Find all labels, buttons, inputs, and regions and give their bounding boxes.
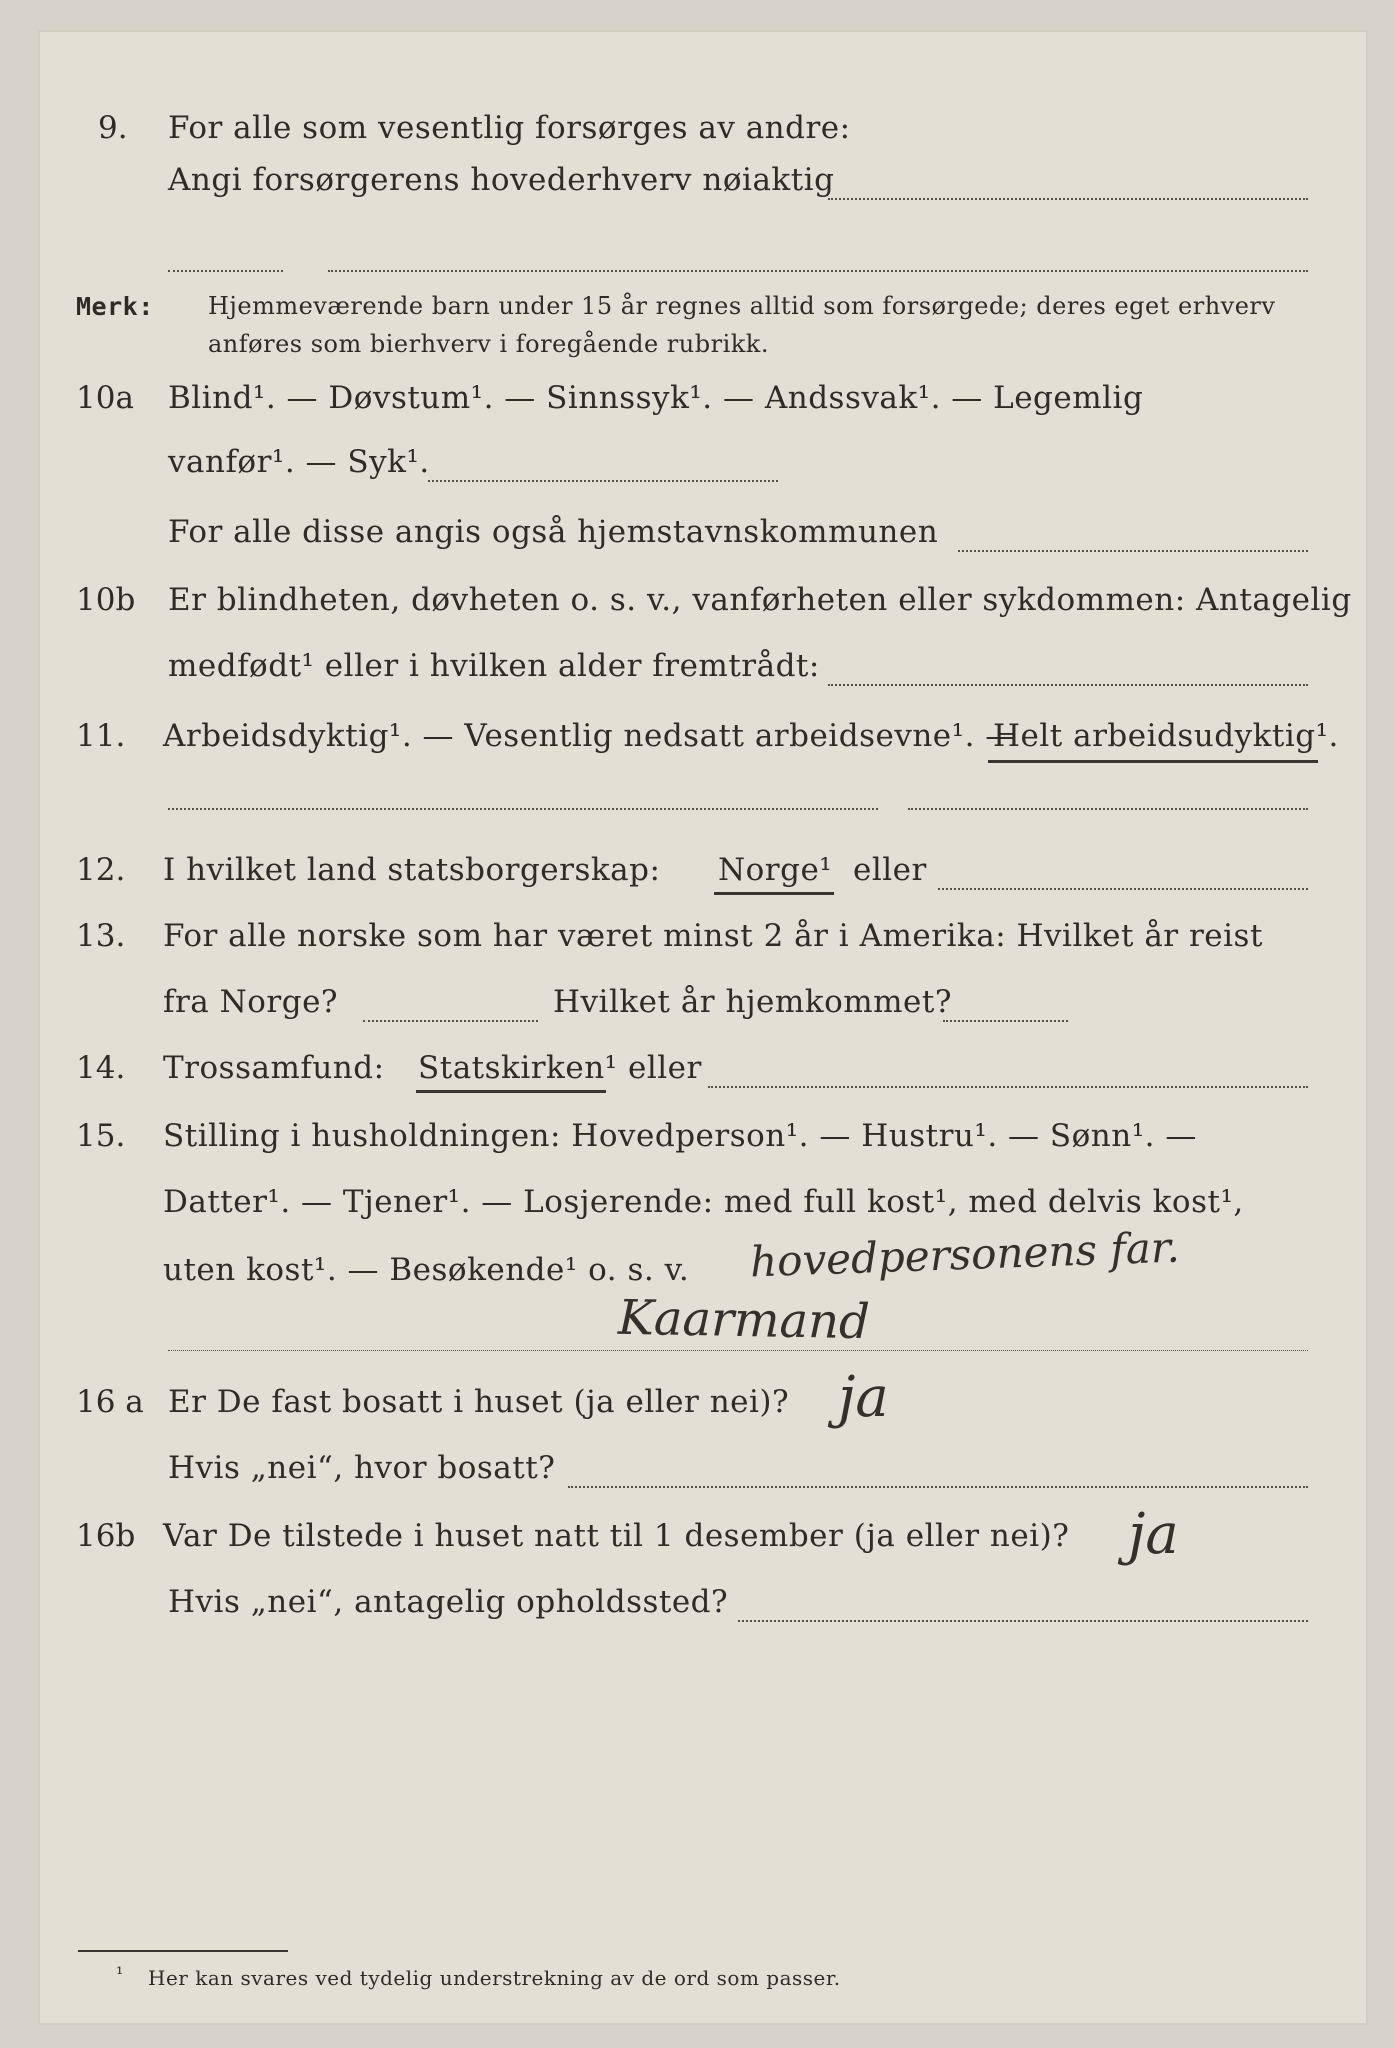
q16b-line1: Var De tilstede i huset natt til 1 desember (ja eller nei)? — [163, 1518, 1070, 1554]
q12-marked-option: Norge¹ — [718, 852, 833, 888]
q14-answer-line — [708, 1086, 1308, 1088]
q12-answer-line — [938, 888, 1308, 890]
q12-line1: I hvilket land statsborgerskap: — [163, 852, 661, 888]
q15-answer-line — [168, 1350, 1308, 1351]
q11-marked-option: Helt arbeidsudyktig¹. — [993, 718, 1339, 754]
q13-line2b: Hvilket år hjemkommet? — [553, 984, 952, 1020]
footnote-text: Her kan svares ved tydelig understrekning av de ord som passer. — [148, 1966, 841, 1990]
q16a-answer-line — [568, 1486, 1308, 1488]
q15-line3: uten kost¹. — Besøkende¹ o. s. v. — [163, 1252, 690, 1288]
q16a-number: 16 a — [76, 1384, 144, 1420]
q16a-handwritten-answer: ja — [838, 1365, 889, 1430]
q11-line-2b — [908, 808, 1308, 810]
q12-tail: eller — [853, 852, 927, 888]
q15-line2: Datter¹. — Tjener¹. — Losjerende: med full kost¹, med delvis kost¹, — [163, 1184, 1244, 1220]
q13-line2a: fra Norge? — [163, 984, 339, 1020]
q14-underline-mark — [416, 1090, 606, 1093]
q10a-line1: Blind¹. — Døvstum¹. — Sinnssyk¹. — Andssvak¹. — Legemlig — [168, 380, 1144, 416]
q10b-answer-line — [828, 684, 1308, 686]
q15-handwritten-answer-1: hovedpersonens far. — [749, 1222, 1181, 1287]
q16a-line1: Er De fast bosatt i huset (ja eller nei)? — [168, 1384, 790, 1420]
q9-answer-line-2a — [168, 270, 283, 272]
q11-underline-mark — [988, 760, 1318, 763]
q12-underline-mark — [714, 892, 834, 895]
q15-handwritten-answer-2: Kaarmand — [617, 1289, 871, 1351]
q9-answer-line — [828, 198, 1308, 200]
q15-number: 15. — [76, 1118, 126, 1154]
q14-tail: eller — [628, 1050, 702, 1086]
q9-line1: For alle som vesentlig forsørges av andre: — [168, 110, 851, 146]
q10a-number: 10a — [76, 380, 134, 416]
merk-line2: anføres som bierhverv i foregående rubrikk. — [208, 330, 769, 358]
q9-line2: Angi forsørgerens hovederhverv nøiaktig — [168, 162, 835, 198]
q10b-line1: Er blindheten, døvheten o. s. v., vanførheten eller sykdommen: Antagelig — [168, 582, 1352, 618]
q16a-line2: Hvis „nei“, hvor bosatt? — [168, 1450, 556, 1486]
q10b-number: 10b — [76, 582, 136, 618]
q15-line1: Stilling i husholdningen: Hovedperson¹. — Hustru¹. — Sønn¹. — — [163, 1118, 1197, 1154]
q13-line1: For alle norske som har været minst 2 år i Amerika: Hvilket år reist — [163, 918, 1263, 954]
merk-label: Merk: — [76, 292, 154, 321]
q10b-line2: medfødt¹ eller i hvilken alder fremtrådt: — [168, 648, 820, 684]
q11-number: 11. — [76, 718, 126, 754]
q13-reist-line — [363, 1020, 538, 1022]
q16b-answer-line — [738, 1620, 1308, 1622]
q10a-syk-line — [428, 480, 778, 482]
q16b-handwritten-answer: ja — [1128, 1502, 1179, 1567]
footnote-rule — [78, 1950, 288, 1952]
census-form-page — [38, 30, 1368, 2025]
q14-marked-option: Statskirken¹ — [418, 1050, 618, 1086]
q14-line1: Trossamfund: — [163, 1050, 385, 1086]
q13-number: 13. — [76, 918, 126, 954]
footnote-mark: ¹ — [116, 1964, 124, 1985]
q9-number: 9. — [98, 110, 128, 146]
q12-number: 12. — [76, 852, 126, 888]
q16b-line2: Hvis „nei“, antagelig opholdssted? — [168, 1584, 729, 1620]
q10a-kommune-line — [958, 550, 1308, 552]
q16b-number: 16b — [76, 1518, 136, 1554]
q10a-line2: vanfør¹. — Syk¹. — [168, 444, 430, 480]
q11-line-2a — [168, 808, 878, 810]
q10a-line3: For alle disse angis også hjemstavnskommunen — [168, 514, 939, 550]
q11-line1: Arbeidsdyktig¹. — Vesentlig nedsatt arbeidsevne¹. — — [163, 718, 1017, 754]
q14-number: 14. — [76, 1050, 126, 1086]
q9-answer-line-2b — [328, 270, 1308, 272]
q13-hjemkommet-line — [943, 1020, 1068, 1022]
merk-line1: Hjemmeværende barn under 15 år regnes alltid som forsørgede; deres eget erhverv — [208, 292, 1276, 320]
